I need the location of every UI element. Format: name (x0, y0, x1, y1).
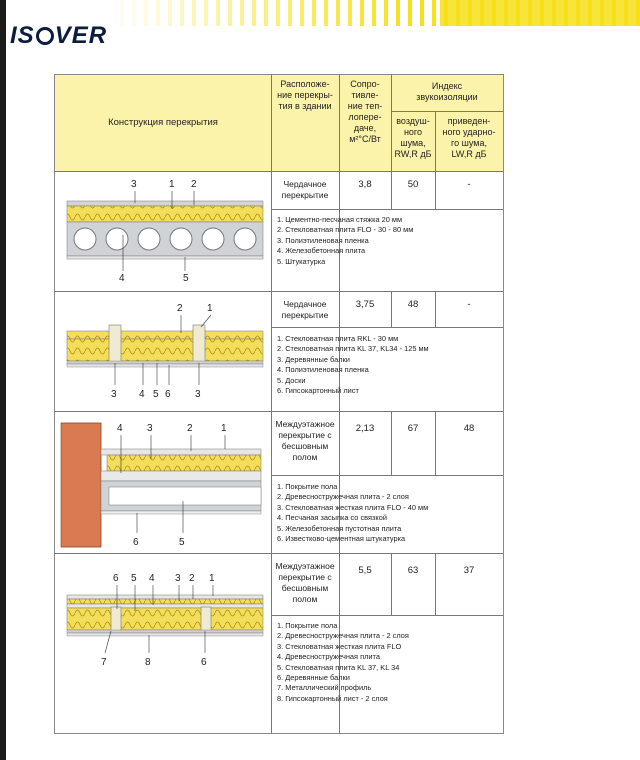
row2-split (271, 327, 503, 328)
header-impact: приведен- ного ударно- го шума, LW,R дБ (442, 116, 496, 159)
left-edge-bar (0, 0, 6, 760)
row4-label-7: 7 (101, 657, 107, 668)
r1-v1 (391, 171, 392, 209)
row1-airborne: 50 (407, 179, 419, 190)
row2-label-2: 2 (177, 303, 183, 314)
row4-location: Междуэтажное перекрытие с бесшовным полом (275, 561, 335, 604)
header-location: Расположе- ние перекры- тия в здании (277, 79, 333, 111)
row3-label-4: 4 (117, 423, 123, 434)
header-construction: Конструкция перекрытия (108, 117, 218, 128)
row4-label-4: 4 (149, 573, 155, 584)
row4-split (271, 615, 503, 616)
r3-v1 (391, 411, 392, 475)
row3-label-2: 2 (187, 423, 193, 434)
row4-label-1: 1 (209, 573, 215, 584)
floor-constructions-table (54, 74, 504, 734)
logo-o-ring (36, 27, 54, 45)
row2-label-1: 1 (207, 303, 213, 314)
row1-label-4: 4 (119, 273, 125, 284)
row4-label-6: 6 (113, 573, 119, 584)
r1-v2 (435, 171, 436, 209)
row3-location: Междуэтажное перекрытие с бесшовным полом (275, 419, 335, 462)
row2-airborne: 48 (407, 299, 419, 310)
row2-resistance: 3,75 (355, 299, 375, 310)
row3-label-1: 1 (221, 423, 227, 434)
row4-diagram (65, 559, 265, 679)
row3-label-3: 3 (147, 423, 153, 434)
row1-label-2: 2 (191, 179, 197, 190)
row1-split (271, 209, 503, 210)
row1-label-5: 5 (183, 273, 189, 284)
header-stripes-solid (440, 0, 640, 26)
row2-location: Чердачное перекрытие (281, 299, 329, 320)
r3-v2 (435, 411, 436, 475)
row4-label-5: 5 (131, 573, 137, 584)
row3-split (271, 475, 503, 476)
row1-location: Чердачное перекрытие (281, 179, 329, 200)
header-resistance: Сопро- тивле- ние теп- лопере- даче, м²°С/Вт (347, 79, 383, 144)
row4-label-8: 8 (145, 657, 151, 668)
row3-label-6: 6 (133, 537, 139, 548)
col-divider-1 (271, 75, 272, 733)
row3-airborne: 67 (407, 423, 419, 434)
row2-label-5: 5 (153, 389, 159, 400)
isover-logo: IS VER (10, 22, 108, 49)
row3-impact: 48 (463, 423, 475, 434)
row1-label-1: 1 (169, 179, 175, 190)
row2-label-4: 4 (139, 389, 145, 400)
index-sub-divider (391, 111, 503, 112)
row2-diagram (65, 297, 265, 409)
row4-layers-list: 1. Покрытие пола 2. Древесностружечная плита - 2 слоя 3. Стекловатная жесткая плита FLO 4. Древесностружечная плита 5. Стекловатная плита KL 37, KL 34 6. Деревянные балки 7. Металлический профиль 8. Гипсокартонный лист - 2 слоя (277, 621, 409, 703)
row4-label-6b: 6 (201, 657, 207, 668)
row2-label-3b: 3 (195, 389, 201, 400)
row3-layers-list: 1. Покрытие пола 2. Древесностружечная плита - 2 слоя 3. Стекловатная жесткая плита FLO - 40 мм 4. Песчаная засыпка со связкой 5. Железобетонная пустотная плита 6. Известково-цементная штукатурка (277, 482, 429, 544)
header-index: Индекс звукоизоляции (416, 81, 478, 102)
row4-label-3: 3 (175, 573, 181, 584)
r4-v2 (435, 553, 436, 615)
row4-label-2: 2 (189, 573, 195, 584)
row3-diagram (55, 415, 271, 551)
row4-resistance: 5,5 (358, 565, 372, 576)
row3-label-5: 5 (179, 537, 185, 548)
row1-impact: - (467, 179, 471, 190)
r4-v1 (391, 553, 392, 615)
row4-impact: 37 (463, 565, 475, 576)
row1-label-3: 3 (131, 179, 137, 190)
row3-resistance: 2,13 (355, 423, 375, 434)
row2-layers-list: 1. Стекловатная плита RKL - 30 мм 2. Стекловатная плита KL 37, KL34 - 125 мм 3. Деревянные балки 4. Полиэтиленовая пленка 5. Доски 6. Гипсокартонный лист (277, 334, 429, 396)
row2-label-6: 6 (165, 389, 171, 400)
row1-resistance: 3,8 (358, 179, 372, 190)
header-airborne: воздуш- ного шума, RW,R дБ (394, 116, 432, 159)
row1-diagram (65, 175, 265, 287)
row1-layers-list: 1. Цементно-песчаная стяжка 20 мм 2. Стекловатная плита FLO - 30 - 80 мм 3. Полиэтиленовая пленка 4. Железобетонная плита 5. Штукатурка (277, 215, 414, 266)
row2-label-3a: 3 (111, 389, 117, 400)
row2-impact: - (467, 299, 471, 310)
row4-airborne: 63 (407, 565, 419, 576)
